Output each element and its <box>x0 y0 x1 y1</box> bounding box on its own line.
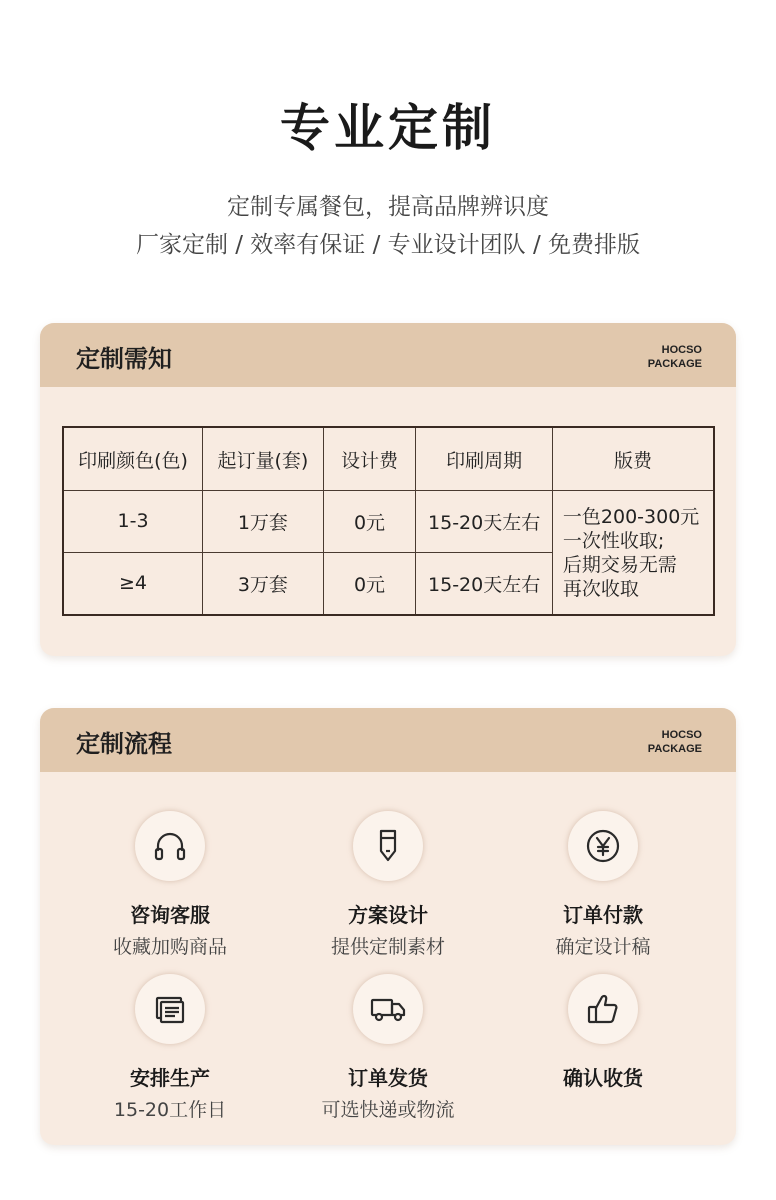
step-shipping <box>288 974 488 1122</box>
step-desc: 提供定制素材 <box>330 936 445 958</box>
table-cell: 1万套 <box>203 491 324 553</box>
column-header: 版费 <box>552 427 714 491</box>
brand-logo <box>648 728 702 756</box>
headphones-icon <box>135 811 205 881</box>
column-header: 起订量(套) <box>203 427 324 491</box>
table-cell: 3万套 <box>203 552 324 615</box>
column-header: 印刷颜色(色) <box>63 427 203 491</box>
table-cell: 1-3 <box>63 491 203 553</box>
step-label: 确认收货 <box>563 1066 643 1090</box>
step-desc: 确定设计稿 <box>555 936 651 958</box>
table-cell: ≥4 <box>63 552 203 615</box>
step-desc: 可选快递或物流 <box>321 1099 455 1121</box>
fee-line: 一次性收取; <box>562 529 665 552</box>
step-desc: 收藏加购商品 <box>112 936 227 958</box>
yen-icon <box>568 811 638 881</box>
notice-title: 定制需知 <box>76 345 172 373</box>
notice-table <box>62 426 715 616</box>
column-header: 印刷周期 <box>416 427 553 491</box>
step-label: 咨询客服 <box>130 903 210 927</box>
brand-line-1: HOCSO <box>661 344 702 356</box>
thumbs-up-icon <box>568 974 638 1044</box>
brand-logo <box>648 343 702 371</box>
page-title: 专业定制 <box>280 99 496 157</box>
brand-line-2: PACKAGE <box>647 743 702 755</box>
step-payment <box>503 811 703 959</box>
process-title: 定制流程 <box>76 730 172 758</box>
fee-line: 一色200-300元 <box>562 505 700 528</box>
step-label: 方案设计 <box>348 903 428 927</box>
step-design <box>288 811 488 959</box>
notice-card-header <box>40 323 736 387</box>
step-production <box>70 974 270 1122</box>
notice-card <box>40 323 736 656</box>
subtitle-line-1: 定制专属餐包，提高品牌辨识度 <box>227 194 549 220</box>
table-cell: 15-20天左右 <box>416 491 553 553</box>
step-consult <box>70 811 270 959</box>
brand-line-1: HOCSO <box>661 729 702 741</box>
subtitle-line-2: 厂家定制 / 效率有保证 / 专业设计团队 / 免费排版 <box>135 232 641 258</box>
plate-fee-cell <box>552 491 714 616</box>
step-label: 订单发货 <box>348 1066 428 1090</box>
brand-line-2: PACKAGE <box>647 358 702 370</box>
table-row <box>63 491 714 553</box>
table-cell: 0元 <box>323 552 416 615</box>
table-cell: 0元 <box>323 491 416 553</box>
process-card <box>40 708 736 1145</box>
step-label: 安排生产 <box>130 1066 210 1090</box>
step-label: 订单付款 <box>563 903 643 927</box>
table-cell: 15-20天左右 <box>416 552 553 615</box>
table-header-row <box>63 427 714 491</box>
fee-line: 再次收取 <box>562 577 639 600</box>
pen-icon <box>353 811 423 881</box>
column-header: 设计费 <box>323 427 416 491</box>
printer-icon <box>135 974 205 1044</box>
step-receipt <box>503 974 703 1091</box>
process-card-header <box>40 708 736 772</box>
truck-icon <box>353 974 423 1044</box>
step-desc: 15-20工作日 <box>113 1099 227 1121</box>
fee-line: 后期交易无需 <box>562 553 677 576</box>
